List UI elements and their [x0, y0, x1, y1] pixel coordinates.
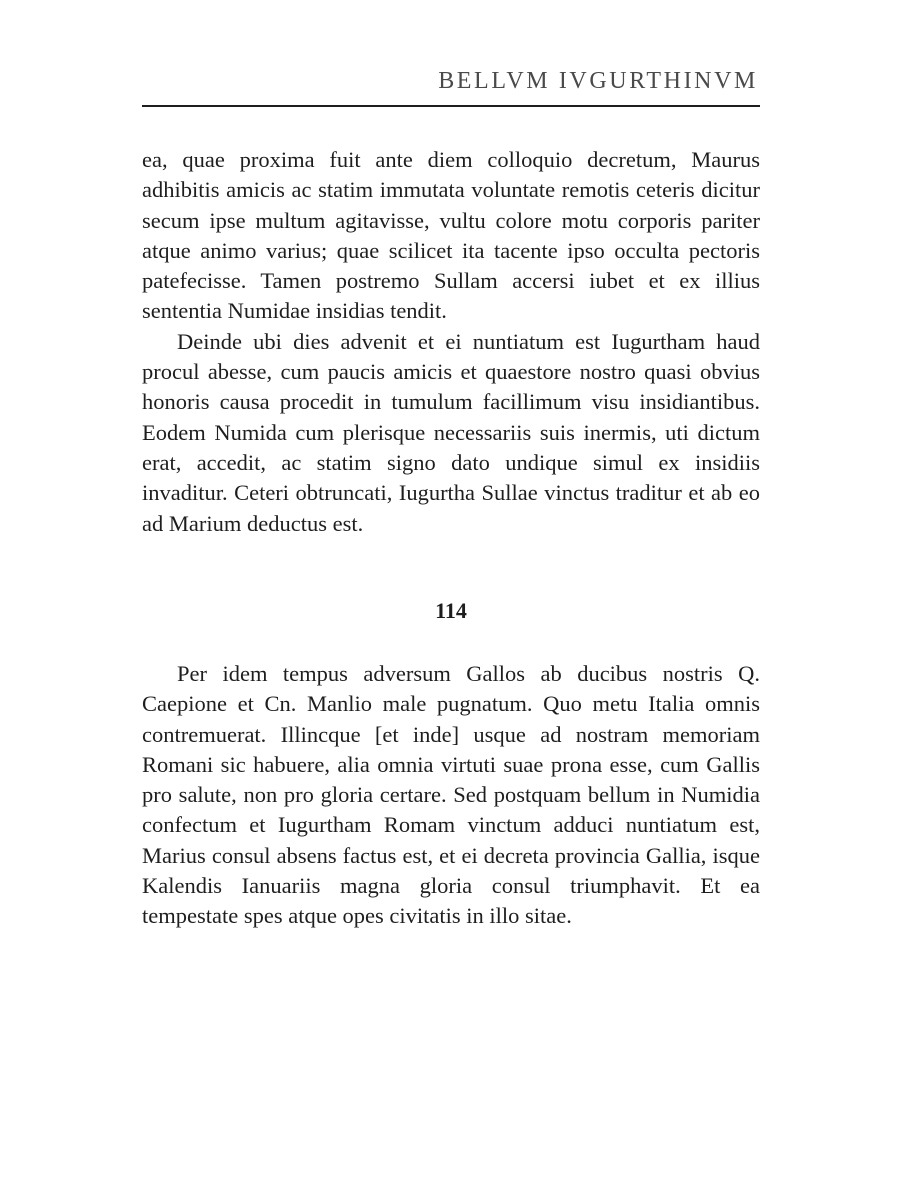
- text-block-2: [142, 659, 760, 932]
- paragraph: Deinde ubi dies advenit et ei nuntiatum est Iugurtham haud procul abesse, cum paucis amicis et quaestore nostro quasi obvius honoris causa procedit in tumulum facillimum visu insidiantibus. Eodem Numida cum plerisque necessariis suis inermis, uti dictum erat, accedit, ac statim signo dato undique simul ex insidiis invaditur. Ceteri obtruncati, Iugurtha Sullae vinctus traditur et ab eo ad Marium deductus est.: [142, 328, 760, 536]
- paragraph: Per idem tempus adversum Gallos ab ducibus nostris Q. Caepione et Cn. Manlio male pugnatum. Quo metu Italia omnis contremuerat. Illincque [et inde] usque ad nostram memoriam Romani sic habuere, alia omnia virtuti suae prona esse, cum Gallis pro salute, non pro gloria certare. Sed postquam bellum in Numidia confectum et Iugurtham Romam vinctum adduci nuntiatum est, Marius consul absens factus est, et ei decreta provincia Gallia, isque Kalendis Ianuariis magna gloria consul triumphavit. Et ea tempestate spes atque opes civitatis in illo sitae.: [142, 661, 760, 929]
- running-head: BELLVM IVGURTHINVM: [438, 68, 758, 94]
- header-rule: [142, 105, 760, 107]
- book-page: [142, 0, 760, 1200]
- paragraph-continued: ea, quae proxima fuit ante diem colloquio decretum, Maurus adhibitis amicis ac statim immutata voluntate remotis ceteris dicitur secum ipse multum agitavisse, vultu colore motu corporis pariter atque animo varius; quae scilicet ita tacente ipso occulta pectoris patefecisse. Tamen postremo Sullam accersi iubet et ex illius sententia Numidae insidias tendit.: [142, 147, 760, 324]
- chapter-number: 114: [435, 598, 467, 623]
- text-block-1: [142, 145, 760, 539]
